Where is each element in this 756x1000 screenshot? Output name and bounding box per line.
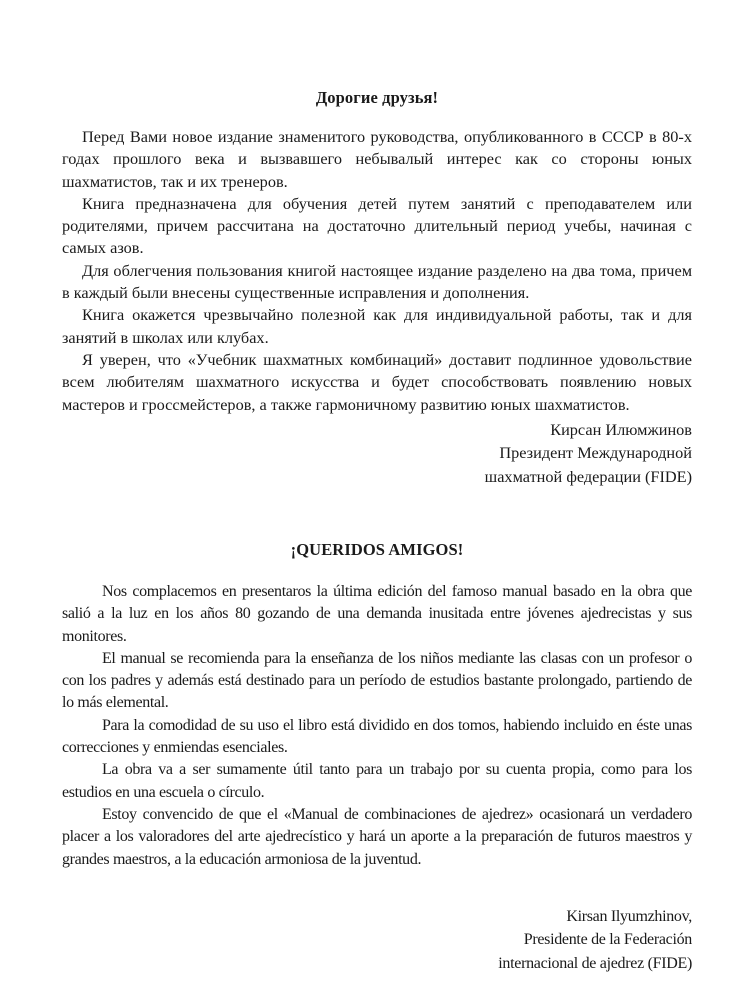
signature-title: Президент Международной	[499, 443, 692, 463]
russian-paragraph: Книга окажется чрезвычайно полезной как для индивидуальной работы, так и для занятий в школах или клубах.	[62, 305, 692, 347]
signature-name: Кирсан Илюмжинов	[550, 419, 692, 439]
spanish-signature	[62, 905, 692, 976]
spanish-paragraph: Para la comodidad de su uso el libro está dividido en dos tomos, habiendo incluido en éste unas correcciones y enmiendas esenciales.	[62, 716, 692, 757]
russian-paragraph: Я уверен, что «Учебник шахматных комбинаций» доставит подлинное удовольствие всем любителям шахматного искусства и будет способствовать появлению новых мастеров и гроссмейстеров, а также гармоничному развитию юных шахматистов.	[62, 349, 692, 414]
russian-signature	[62, 418, 692, 489]
spanish-paragraph: Nos complacemos en presentaros la última edición del famoso manual basado en la obra que salió a la luz en los años 80 gozando de una demanda inusitada entre jóvenes ajedrecistas y sus monitores.	[62, 583, 692, 645]
signature-title: internacional de ajedrez (FIDE)	[498, 954, 692, 972]
russian-paragraph: Перед Вами новое издание знаменитого руководства, опубликованного в СССР в 80-х годах прошлого века и вызвавшего небывалый интерес как со стороны юных шахматистов, так и их тренеров.	[62, 127, 692, 191]
russian-preface	[62, 88, 692, 488]
russian-paragraph: Для облегчения пользования книгой настоящее издание разделено на два тома, причем в каждый были внесены существенные исправления и дополнения.	[62, 260, 692, 303]
spanish-paragraph: El manual se recomienda para la enseñanza de los niños mediante las clasas con un profesor o con los padres y además está destinado para un período de estudios bastante prolongado, partiendo de lo más elemental.	[62, 649, 692, 712]
spanish-paragraph: La obra va a ser sumamente útil tanto para un trabajo por su cuenta propia, como para los estudios en una escuela o círculo.	[62, 761, 692, 801]
spanish-paragraph: Estoy convencido de que el «Manual de combinaciones de ajedrez» ocasionará un verdadero placer a los valoradores del arte ajedrecístico y hará un aporte a la preparación de futuros maestros y grandes maestros, a la educación armoniosa de la juventud.	[62, 805, 692, 868]
russian-paragraph: Книга предназначена для обучения детей путем занятий с преподавателем или родителями, причем рассчитана на достаточно длительный период учебы, начиная с самых азов.	[62, 193, 692, 258]
signature-name: Kirsan Ilyumzhinov,	[566, 907, 692, 925]
signature-title: Presidente de la Federación	[523, 931, 692, 949]
signature-title: шахматной федерации (FIDE)	[484, 466, 692, 486]
spanish-preface	[62, 540, 692, 975]
russian-heading: Дорогие друзья!	[315, 88, 439, 107]
spanish-heading: ¡QUERIDOS AMIGOS!	[290, 540, 464, 559]
